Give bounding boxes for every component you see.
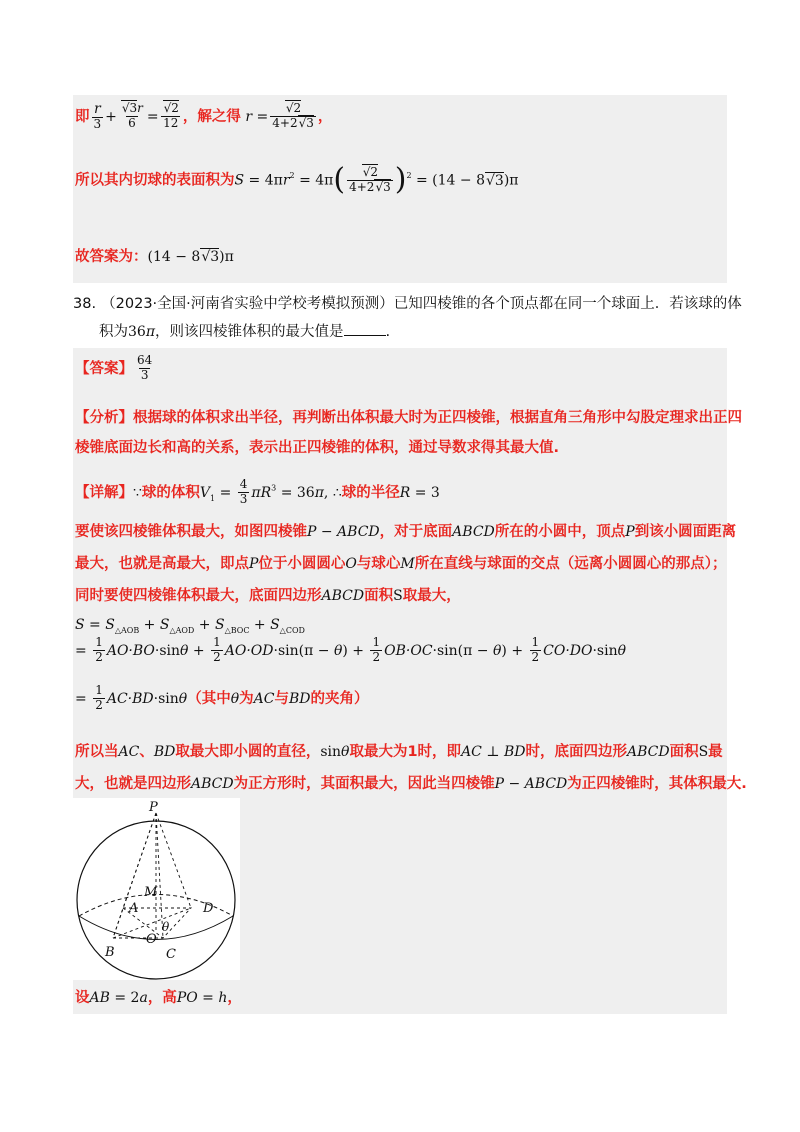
detail-p2d: 所在直线与球面的交点（远离小圆圆心的那点）；	[414, 556, 727, 572]
detail-radius-text: 球的半径	[341, 484, 400, 501]
answer-line	[75, 354, 156, 383]
answer-blank	[344, 335, 386, 336]
detail-p5g: 最	[708, 744, 723, 760]
edge-pb	[113, 813, 156, 938]
detail-p5f: 面积	[669, 744, 699, 760]
detail-p1c: 所在的小圆中，顶点	[494, 524, 626, 540]
answer-numerator: 64	[137, 353, 153, 367]
analysis-line-2	[75, 436, 559, 457]
detail-p4a: （其中	[187, 690, 231, 707]
question-text-1: 已知四棱锥的各个顶点都在同一个球面上．若该球的体	[393, 296, 742, 312]
frac-4-3: $\frac{4}{3}$	[239, 477, 248, 506]
question-text-2c: .	[385, 324, 391, 340]
detail-p2a: 最大，也就是高最大，即点	[75, 556, 249, 572]
detail-line-1: 【详解】∵球的体积$V_1$ = $\frac{4}{3}$ $\pi R^3 = 36\pi$, ∴球的半径R = 3	[75, 477, 440, 506]
label-C: C	[166, 947, 176, 962]
detail-p4d: 的夹角）	[310, 690, 369, 707]
frac-sqrt3r-6: $\frac{√3r}{6}$	[121, 101, 143, 130]
text-ji: 即	[75, 108, 90, 125]
question-source: （2023·全国·河南省实验中学校考模拟预测）	[101, 296, 394, 312]
frac-r-3: $\frac{r}{3}$	[93, 101, 102, 132]
detail-volume-text: 球的体积	[141, 484, 200, 501]
question-number: 38.	[73, 296, 97, 312]
sphere-figure	[73, 798, 240, 980]
label-B: B	[105, 945, 115, 960]
analysis-line-1	[75, 406, 742, 427]
detail-line-2: 要使该四棱锥体积最大，如图四棱锥P − ABCD，对于底面ABCD所在的小圆中，顶点P到该小圆面距离	[75, 524, 737, 540]
frac-r-result: $\frac{√2}{4+2√3}$	[272, 101, 314, 130]
question-line-2: 积为36π，则该四棱锥体积的最大值是 .	[99, 324, 391, 340]
label-theta: θ	[162, 920, 170, 934]
detail-line-7: 设AB = 2a，高PO = h，	[75, 990, 242, 1006]
detail-p5b: 、	[139, 744, 154, 760]
question-text-2a: 积为	[99, 324, 128, 340]
detail-p3c: 取最大，	[402, 588, 461, 604]
analysis-text-1: 根据球的体积求出半径，再判断出体积最大时为正四棱锥，根据直角三角形中勾股定理求出正四	[133, 410, 742, 426]
label-D: D	[203, 901, 214, 916]
text-answer-prefix: 故答案为：	[75, 249, 148, 265]
label-A: A	[129, 901, 139, 916]
detail-line-6: 大，也就是四边形ABCD为正方形时，其面积最大，因此当四棱锥P − ABCD为正四棱锥时，其体积最大.	[75, 776, 747, 792]
label-M: M	[144, 885, 158, 900]
detail-p3a: 同时要使四棱锥体积最大，底面四边形	[75, 588, 322, 604]
detail-p5e: 时，底面四边形	[525, 744, 627, 760]
detail-p7b: ，高	[147, 990, 177, 1006]
detail-line-3: 最大，也就是高最大，即点P位于小圆圆心O与球心M所在直线与球面的交点（远离小圆圆心的那点）；	[75, 556, 727, 572]
question-text-2b: ，则该四棱锥体积的最大值是	[155, 324, 344, 340]
detail-p2b: 位于小圆圆心	[258, 556, 346, 572]
line-equation-r: 即 $\frac{r}{3}$ + $\frac{√3r}{6}$ = $\frac{√2}{12}$ ，解之得 r = $\frac{√2}{4+2√3}$ ，	[75, 101, 333, 132]
text-solve: ，解之得	[182, 108, 241, 125]
analysis-text-2: 棱锥底面边长和高的关系，表示出正四棱锥的体积，通过导数求得其最大值.	[75, 440, 560, 456]
line-surface-area: 所以其内切球的表面积为$S = 4\pi r^2 = 4\pi$( $\frac{√2}{4+2√3}$ )$^2$ = (14 − 8√3)π	[75, 162, 519, 197]
detail-p1b: ，对于底面	[379, 524, 453, 540]
label-O: O	[146, 932, 157, 947]
detail-p5d: 取最大为1时，即	[349, 744, 462, 760]
sphere-diagram	[73, 798, 240, 980]
detail-p4c: 与	[274, 690, 289, 707]
answer-label: 【答案】	[75, 360, 133, 377]
text-comma: ，	[317, 108, 333, 125]
label-P: P	[149, 800, 158, 815]
line-answer-prev: 故答案为：(14 − 8√3)π	[75, 249, 234, 265]
answer-denominator: 3	[140, 367, 149, 382]
answer-fraction	[135, 354, 154, 383]
formula-expansion: = $\frac{1}{2}$ AO·BO·sinθ + $\frac{1}{2}$ AO·OD·sin(π − θ) + $\frac{1}{2}$ OB·OC·sin(π − θ) + $\frac{1}{2}$ CO·DO·sinθ	[75, 635, 627, 664]
analysis-label: 【分析】	[75, 410, 133, 426]
detail-line-4: 同时要使四棱锥体积最大，底面四边形ABCD面积S取最大，	[75, 588, 461, 604]
formula-sum: $S = S_{\triangle AOB} + S_{\triangle AOD} + S_{\triangle BOC} + S_{\triangle COD}$	[75, 617, 305, 636]
detail-p5c: 取最大即小圆的直径，	[175, 744, 321, 760]
detail-p3b: 面积	[364, 588, 394, 604]
solution-box-previous	[73, 95, 727, 283]
detail-p4b: 为	[239, 690, 254, 707]
frac-sqrt2-12: $\frac{√2}{12}$	[163, 101, 179, 130]
detail-p1a: 要使该四棱锥体积最大，如图四棱锥	[75, 524, 307, 540]
formula-result: = $\frac{1}{2}$ AC·BD·sinθ（其中θ为AC与BD的夹角）	[75, 683, 369, 712]
solution-box	[73, 348, 747, 1014]
text-surface-prefix: 所以其内切球的表面积为	[75, 172, 235, 189]
detail-p2c: 与球心	[356, 556, 401, 572]
detail-p6b: 为正方形时，其面积最大，因此当四棱锥	[233, 776, 495, 792]
question-line-1	[73, 292, 742, 313]
detail-p6a: 大，也就是四边形	[75, 776, 191, 792]
detail-label: 【详解】	[75, 484, 133, 501]
frac-surface: $\frac{√2}{4+2√3}$	[349, 164, 391, 194]
detail-p7a: 设	[75, 990, 90, 1006]
detail-line-5: 所以当AC、BD取最大即小圆的直径，sinθ取最大为1时，即AC ⊥ BD时，底面四边形ABCD面积S最	[75, 744, 723, 760]
detail-p7c: ，	[227, 990, 242, 1006]
detail-p6c: 为正四棱锥时，其体积最大.	[567, 776, 747, 792]
detail-p1d: 到该小圆面距离	[634, 524, 737, 540]
detail-p5a: 所以当	[75, 744, 119, 760]
